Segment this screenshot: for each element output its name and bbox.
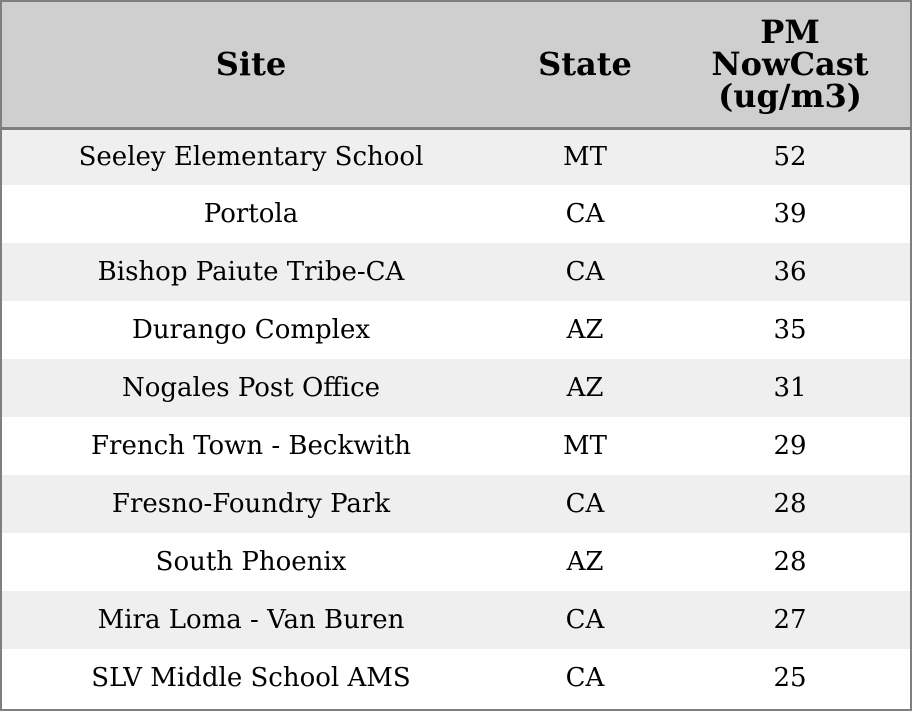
table-row bbox=[2, 243, 910, 301]
cell-state: CA bbox=[565, 257, 605, 287]
table-row bbox=[2, 591, 910, 649]
header-pm-line2: NowCast bbox=[711, 45, 869, 84]
header-row bbox=[2, 2, 910, 128]
header-site: Site bbox=[2, 2, 500, 128]
cell-pm: 31 bbox=[773, 373, 807, 403]
header-pm-line1: PM bbox=[760, 13, 820, 52]
cell-pm: 28 bbox=[773, 489, 807, 519]
cell-site: French Town - Beckwith bbox=[90, 431, 412, 461]
cell-state: MT bbox=[563, 142, 607, 173]
cell-state: CA bbox=[565, 199, 605, 229]
table-row bbox=[2, 475, 910, 533]
cell-state: AZ bbox=[566, 315, 604, 345]
header-state: State bbox=[500, 2, 670, 128]
table-row bbox=[2, 301, 910, 359]
cell-pm: 28 bbox=[773, 547, 807, 577]
cell-site: Nogales Post Office bbox=[121, 373, 381, 403]
cell-pm: 39 bbox=[773, 199, 807, 229]
cell-state: AZ bbox=[566, 373, 604, 403]
cell-pm: 29 bbox=[773, 431, 807, 461]
table-row bbox=[2, 359, 910, 417]
table-row bbox=[2, 128, 910, 185]
cell-pm: 25 bbox=[773, 663, 807, 693]
cell-site: Durango Complex bbox=[131, 315, 371, 345]
table-row bbox=[2, 533, 910, 591]
cell-site: Bishop Paiute Tribe-CA bbox=[97, 257, 405, 287]
cell-site: Seeley Elementary School bbox=[78, 142, 424, 173]
cell-site: SLV Middle School AMS bbox=[91, 663, 411, 693]
header-pm-nowcast bbox=[670, 2, 910, 128]
cell-state: CA bbox=[565, 605, 605, 635]
table-body bbox=[2, 128, 910, 707]
cell-site: Portola bbox=[203, 199, 299, 229]
pm-nowcast-table bbox=[2, 2, 910, 707]
table-row bbox=[2, 417, 910, 475]
cell-pm: 27 bbox=[773, 605, 807, 635]
header-pm-line3: (ug/m3) bbox=[718, 77, 862, 116]
table-row bbox=[2, 185, 910, 243]
cell-state: MT bbox=[563, 431, 607, 461]
cell-state: AZ bbox=[566, 547, 604, 577]
cell-state: CA bbox=[565, 489, 605, 519]
table-row bbox=[2, 649, 910, 707]
cell-site: South Phoenix bbox=[155, 547, 347, 577]
cell-pm: 36 bbox=[773, 257, 807, 287]
cell-site: Fresno-Foundry Park bbox=[111, 489, 391, 519]
table-header bbox=[2, 2, 910, 128]
cell-pm: 35 bbox=[773, 315, 807, 345]
cell-pm: 52 bbox=[773, 142, 807, 173]
cell-site: Mira Loma - Van Buren bbox=[97, 605, 405, 635]
cell-state: CA bbox=[565, 663, 605, 693]
